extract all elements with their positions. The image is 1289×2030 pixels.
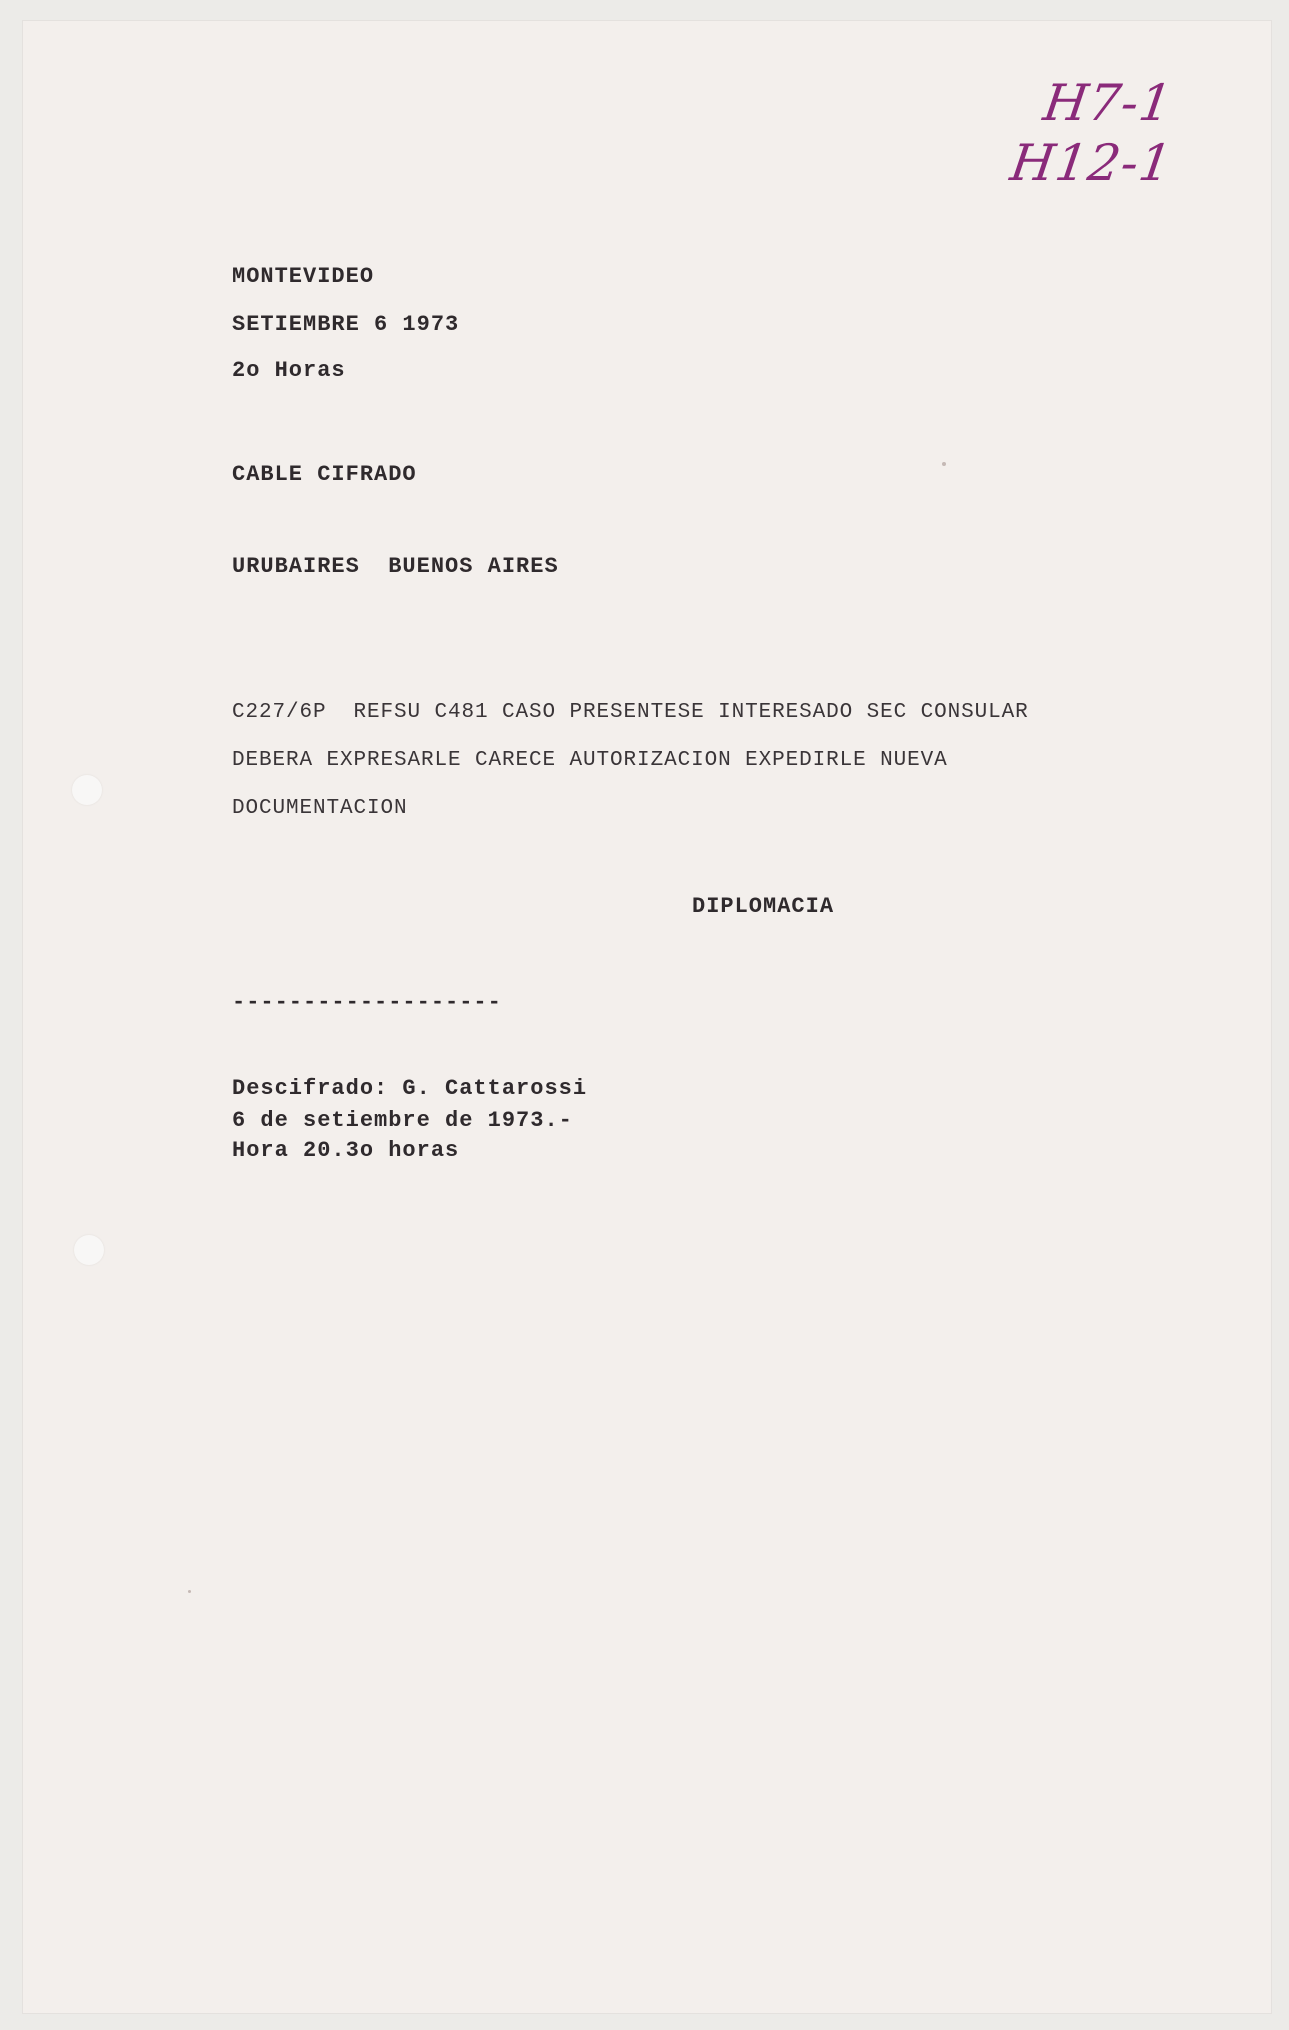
separator-line: ------------------- [232, 990, 502, 1015]
header-date: SETIEMBRE 6 1973 [232, 312, 460, 337]
document-page [22, 20, 1272, 2014]
decipher-line-1: Descifrado: G. Cattarossi [232, 1076, 588, 1101]
handwritten-annotation-line-1: H7-1 [1039, 74, 1177, 132]
paper-speck [188, 1590, 191, 1593]
cable-type: CABLE CIFRADO [232, 462, 417, 487]
decipher-line-3: Hora 20.3o horas [232, 1138, 460, 1163]
paper-speck [942, 462, 946, 466]
header-city: MONTEVIDEO [232, 264, 375, 289]
signature: DIPLOMACIA [692, 894, 835, 919]
header-time: 2o Horas [232, 358, 346, 383]
punch-hole-lower [74, 1235, 104, 1265]
body-line-3: DOCUMENTACION [232, 797, 408, 820]
recipient: URUBAIRES BUENOS AIRES [232, 554, 559, 579]
punch-hole-upper [72, 775, 102, 805]
handwritten-annotation-line-2: H12-1 [1006, 134, 1177, 192]
decipher-line-2: 6 de setiembre de 1973.- [232, 1108, 573, 1133]
body-line-1: C227/6P REFSU C481 CASO PRESENTESE INTERESADO SEC CONSULAR [232, 701, 1029, 724]
body-line-2: DEBERA EXPRESARLE CARECE AUTORIZACION EXPEDIRLE NUEVA [232, 749, 948, 772]
